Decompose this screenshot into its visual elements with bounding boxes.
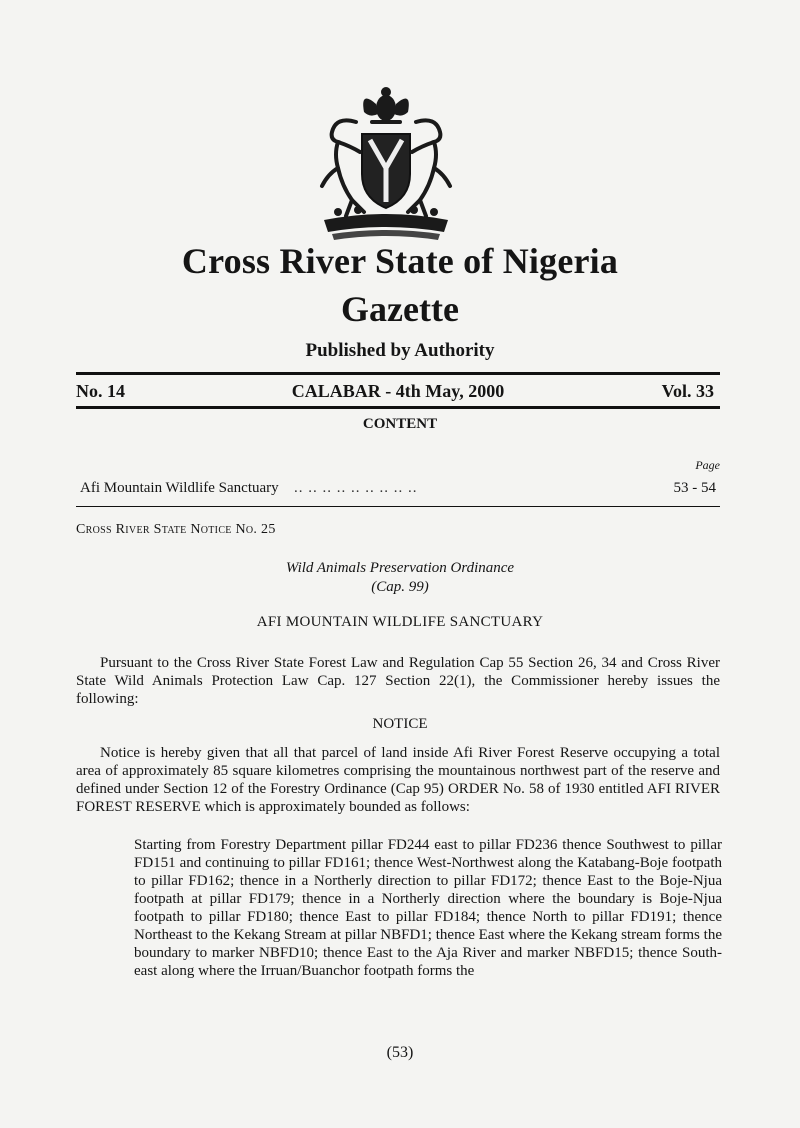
masthead-rule-bottom: [76, 406, 720, 409]
gazette-title-line1: Cross River State of Nigeria: [181, 241, 619, 281]
gazette-subtitle: Published by Authority: [305, 340, 495, 361]
issue-volume: Vol. 33: [661, 381, 714, 401]
issue-place-date: CALABAR - 4th May, 2000: [291, 381, 505, 401]
masthead-rule-top: [76, 372, 720, 375]
notice-body-paragraph: Notice is hereby given that all that parcel of land inside Afi River Forest Reserve occupying a total area of approximately 85 square kilometres comprising the mountainous northwest part of the reserve and defined under Section 12 of the Forestry Ordinance (Cap 95) ORDER No. 58 of 1930 entitled AFI RIVER FOREST RESERVE which is approximately bounded as follows:: [76, 745, 720, 815]
contents-entry-leader: .. .. .. .. .. .. .. .. ..: [294, 480, 418, 496]
notice-reference: Cross River State Notice No. 25: [76, 522, 276, 537]
contents-page-label: Page: [695, 458, 720, 472]
notice-heading: NOTICE: [372, 716, 428, 732]
boundary-description-paragraph: Starting from Forestry Department pillar FD244 east to pillar FD236 thence Southwest to pillar FD151 and continuing to pillar FD161; thence West-Northwest along the Katabang-Boje footpath to pillar FD162; thence in a Northerly direction to pillar FD172; thence East to the Boje-Njua footpath at pillar FD179; thence in a Northerly direction where the boundary is Boje-Njua footpath to pillar FD180; thence East to pillar FD184; thence North to pillar FD191; thence Northeast to the Kekang Stream at pillar NBFD1; thence East where the Kekang stream forms the boundary to marker NBFD10; thence East to the Aja River and marker NBFD15; thence South-east along where the Irruan/Buanchor footpath forms the: [134, 837, 722, 979]
gazette-title-line2: Gazette: [341, 289, 459, 329]
nigeria-coat-of-arms-icon: [298, 82, 474, 242]
intro-paragraph: Pursuant to the Cross River State Forest Law and Regulation Cap 55 Section 26, 34 and Cross River State Wild Animals Protection Law Cap. 127 Section 22(1), the Commissioner hereby issues the following:: [76, 655, 720, 707]
contents-heading: CONTENT: [362, 416, 438, 432]
notice-title: AFI MOUNTAIN WILDLIFE SANCTUARY: [256, 614, 544, 630]
ordinance-title: Wild Animals Preservation Ordinance: [285, 560, 515, 576]
contents-entry-pages: 53 - 54: [673, 480, 716, 496]
issue-number: No. 14: [76, 381, 125, 401]
contents-rule: [76, 506, 720, 507]
contents-entry-title: Afi Mountain Wildlife Sanctuary: [80, 480, 279, 496]
ordinance-cap: (Cap. 99): [371, 579, 429, 595]
page-number: (53): [386, 1044, 414, 1061]
